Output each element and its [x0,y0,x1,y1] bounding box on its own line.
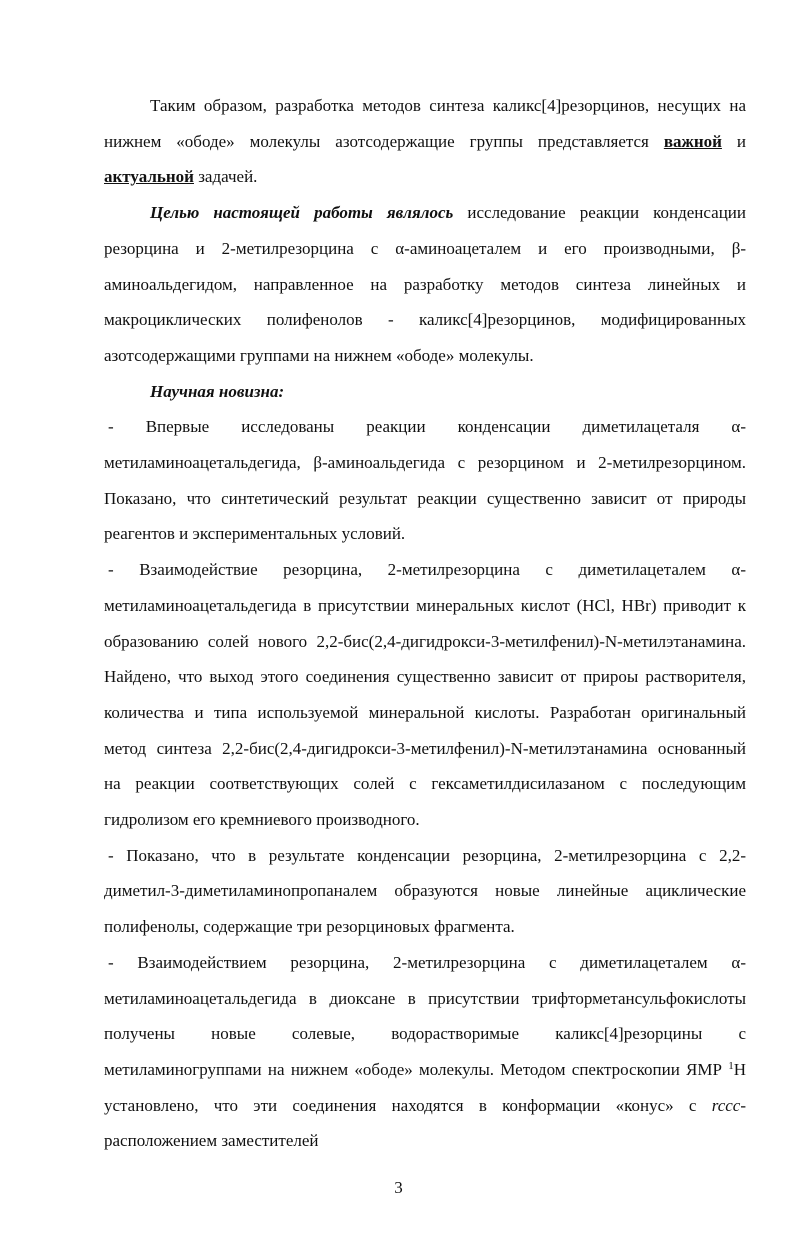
item4-text-b: Н установлено, что эти соединения находятся в конформации «конус» с [104,1059,746,1115]
novelty-heading: Научная новизна: [150,381,285,401]
novelty-item-1: - Впервые исследованы реакции конденсации диметилацеталя α-метиламиноацетальдегида, β-аминоальдегида с резорцином и 2-метилрезорцином. Показано, что синтетический результат реакции существенно зависит от природы реагентов и экспериментальных условий. [104,417,746,544]
relevance-text-a: Таким образом, разработка методов синтеза каликс[4]резорцинов, несущих на нижнем «ободе» молекулы азотсодержащие группы представляется [104,96,746,151]
page-number: 3 [394,1178,403,1197]
paragraph-relevance [104,88,746,195]
novelty-item-4 [104,945,746,1159]
paragraph-goal [104,195,746,374]
goal-lead: Целью настоящей работы являлось [150,203,454,223]
relevance-text-c: задачей. [193,167,258,187]
item4-text-c: -расположением заместителей [104,1095,746,1151]
document-page [104,88,746,1159]
novelty-item-2: - Взаимодействие резорцина, 2-метилрезорцина с диметилацеталем α-метиламиноацетальдегида в присутствии минеральных кислот (HCl, HBr) приводит к образованию солей нового 2,2-бис(2,4-дигидрокси-3-метилфенил)-N-метилэтанамина. Найдено, что выход этого соединения существенно зависит от прироы растворителя, количества и типа используемой минеральной кислоты. Разработан оригинальный метод синтеза 2,2-бис(2,4-дигидрокси-3-метилфенил)-N-метилэтанамина основанный на реакции соответствующих солей с гексаметилдисилазаном с последующим гидролизом его кремниевого производного. [104,560,746,830]
isotope-superscript: 1 [728,1059,734,1072]
novelty-item-3: - Показано, что в результате конденсации резорцина, 2-метилрезорцина с 2,2-диметил-3-диметиламинопропаналем образуются новые линейные ациклические полифенолы, содержащие три резорциновых фрагмента. [104,845,746,937]
item4-italic: rccc [711,1095,741,1115]
relevance-text-b: и [721,131,746,151]
emphasis-important: важной [663,131,722,151]
item4-text-a: - Взаимодействием резорцина, 2-метилрезорцина с диметилацеталем α-метиламиноацетальдегида в диоксане в присутствии трифторметансульфокислоты получены новые солевые, водорастворимые каликс[4]резорцины с метиламиногруппами на нижнем «ободе» молекулы. Методом спектроскопии ЯМР [104,952,746,1079]
goal-text: исследование реакции конденсации резорцина и 2-метилрезорцина с α-аминоацеталем и его производными, β-аминоальдегидом, направленное на разработку методов синтеза линейных и макроциклических полифенолов - каликс[4]резорцинов, модифицированных азотсодержащими группами на нижнем «ободе» молекулы. [104,203,746,365]
emphasis-topical: актуальной [104,167,194,187]
